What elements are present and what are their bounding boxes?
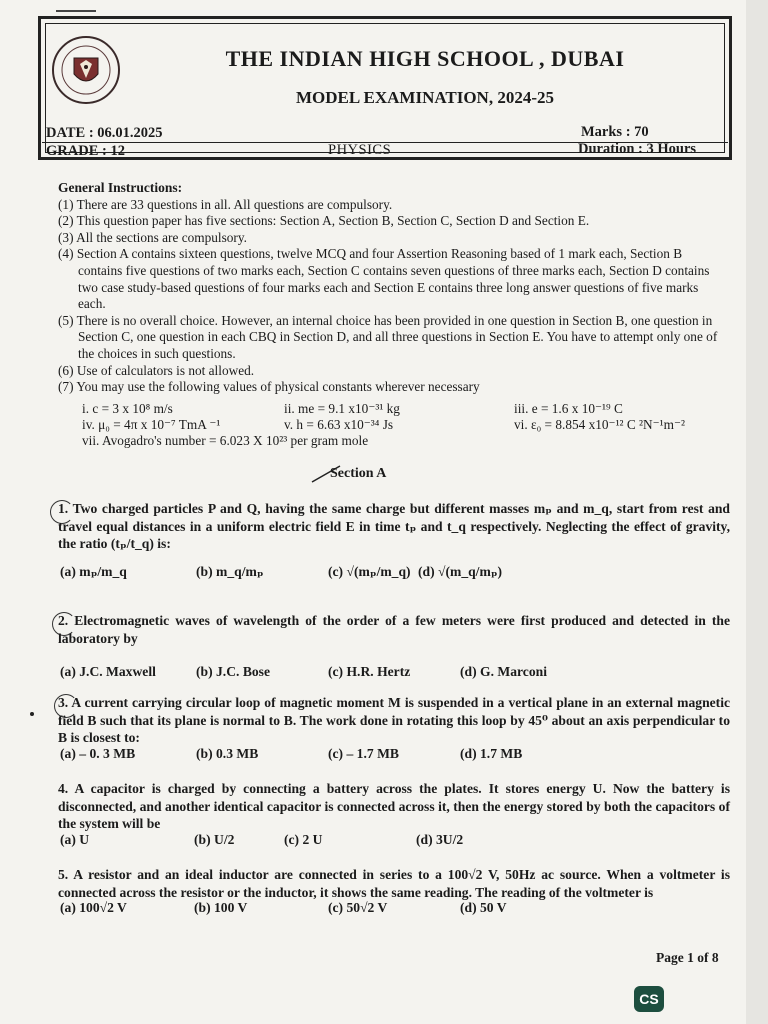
instructions-title: General Instructions: — [58, 180, 183, 195]
option-c: (c) H.R. Hertz — [328, 664, 411, 679]
constant-value: v. h = 6.63 x10⁻³⁴ Js — [284, 417, 394, 432]
question-options — [58, 831, 730, 853]
exam-date: DATE : 06.01.2025 — [46, 125, 163, 141]
question-3 — [58, 694, 730, 767]
instruction-item: (6) Use of calculators is not allowed. — [58, 362, 255, 378]
option-b: (b) U/2 — [194, 831, 235, 847]
option-a: (a) 100√2 V — [60, 900, 127, 915]
marks-label: Marks : 70 — [581, 124, 649, 140]
option-a: (a) U — [60, 831, 90, 847]
constants-row — [82, 417, 722, 433]
question-1 — [58, 500, 730, 585]
subject-label: PHYSICS — [328, 142, 392, 158]
option-c: (c) 50√2 V — [328, 900, 388, 915]
general-instructions — [58, 180, 728, 396]
instruction-item: (5) There is no overall choice. However, an internal choice has been provided in one question in Section B, one question in Section C, one question in each CBQ in Section D, and all three questions in Section E. You have to attempt only one of the choices in such questions. — [58, 312, 718, 361]
constant-value: i. c = 3 x 10⁸ m/s — [82, 401, 173, 416]
option-c: (c) √(mₚ/m_q) — [328, 563, 411, 579]
camscanner-badge: CS — [634, 986, 664, 1012]
question-4 — [58, 780, 730, 853]
option-b: (b) 0.3 MB — [196, 745, 259, 761]
question-stem: 1. Two charged particles P and Q, having the same charge but different masses mₚ and m_q, start from rest and travel equal distances in a uniform electric field E in time tₚ and t_q respectively. Neglecting the effect of gravity, the ratio (tₚ/t_q) is: — [58, 501, 730, 551]
option-c: (c) – 1.7 MB — [328, 745, 399, 761]
school-name: THE INDIAN HIGH SCHOOL , DUBAI — [225, 46, 625, 71]
question-stem: 4. A capacitor is charged by connecting a battery across the plates. It stores energy U. Now the battery is disconnected, and another identical capacitor is connected across it, then the energy stored by both the capacitors of the system will be — [58, 781, 730, 831]
constant-value: vi. ε₀ = 8.854 x10⁻¹² C ²N⁻¹m⁻² — [514, 417, 685, 432]
constants-row — [82, 401, 722, 417]
question-options — [58, 745, 730, 767]
exam-name: MODEL EXAMINATION, 2024-25 — [296, 88, 554, 107]
physical-constants — [82, 401, 722, 449]
section-a-title: Section A — [330, 466, 387, 481]
constant-value: ii. me = 9.1 x10⁻³¹ kg — [284, 401, 400, 416]
option-b: (b) 100 V — [194, 900, 248, 915]
instruction-item: (2) This question paper has five sections: Section A, Section B, Section C, Section D and Section E. — [58, 213, 590, 229]
instruction-item: (7) You may use the following values of physical constants wherever necessary — [58, 379, 480, 395]
constants-row — [82, 433, 722, 449]
scan-mark — [56, 10, 96, 12]
option-b: (b) J.C. Bose — [196, 664, 271, 679]
instruction-item: (3) All the sections are compulsory. — [58, 229, 247, 245]
option-b: (b) m_q/mₚ — [196, 563, 264, 579]
page-edge-shadow — [746, 0, 768, 1024]
question-stem: 2. Electromagnetic waves of wavelength of the order of a few meters were first produced and detected in the laboratory by — [58, 613, 730, 646]
question-options — [58, 899, 730, 921]
option-d: (d) 3U/2 — [416, 831, 464, 847]
page-number: Page 1 of 8 — [656, 950, 719, 965]
option-d: (d) 1.7 MB — [460, 745, 523, 761]
constant-value: vii. Avogadro's number = 6.023 X 10²³ per gram mole — [82, 433, 369, 448]
constant-value: iv. μ₀ = 4π x 10⁻⁷ TmA ⁻¹ — [82, 417, 221, 432]
duration-label: Duration : 3 Hours — [578, 141, 697, 157]
instruction-item: (4) Section A contains sixteen questions, twelve MCQ and four Assertion Reasoning based of 1 mark each, Section B contains five questions of two marks each, Section C contains seven questions of three marks each, Section D contains two case study-based questions of four marks each and Section E contains three long answer questions of five marks each. — [58, 246, 710, 312]
question-5 — [58, 866, 730, 921]
option-d: (d) √(m_q/mₚ) — [418, 563, 503, 579]
option-d: (d) G. Marconi — [460, 664, 547, 679]
option-a: (a) J.C. Maxwell — [60, 664, 156, 679]
question-options — [58, 563, 730, 585]
question-stem: 5. A resistor and an ideal inductor are connected in series to a 100√2 V, 50Hz ac source. When a voltmeter is connected across the resistor or the inductor, it shows the same reading. The reading of the voltmeter is — [58, 867, 730, 900]
question-2 — [58, 612, 730, 685]
question-options — [58, 663, 730, 685]
option-d: (d) 50 V — [460, 900, 507, 915]
option-a: (a) mₚ/m_q — [60, 563, 127, 579]
constant-value: iii. e = 1.6 x 10⁻¹⁹ C — [514, 401, 623, 416]
stray-dot — [30, 712, 34, 716]
option-a: (a) – 0. 3 MB — [60, 745, 136, 761]
school-crest-logo — [50, 34, 122, 106]
question-stem: 3. A current carrying circular loop of magnetic moment M is suspended in a vertical plane in an external magnetic field B such that its plane is normal to B. The work done in rotating this loop by 45⁰ about an axis perpendicular to B is closest to: — [58, 695, 730, 745]
grade-label: GRADE : 12 — [46, 143, 125, 159]
instruction-item: (1) There are 33 questions in all. All questions are compulsory. — [58, 196, 393, 212]
option-c: (c) 2 U — [284, 831, 323, 847]
